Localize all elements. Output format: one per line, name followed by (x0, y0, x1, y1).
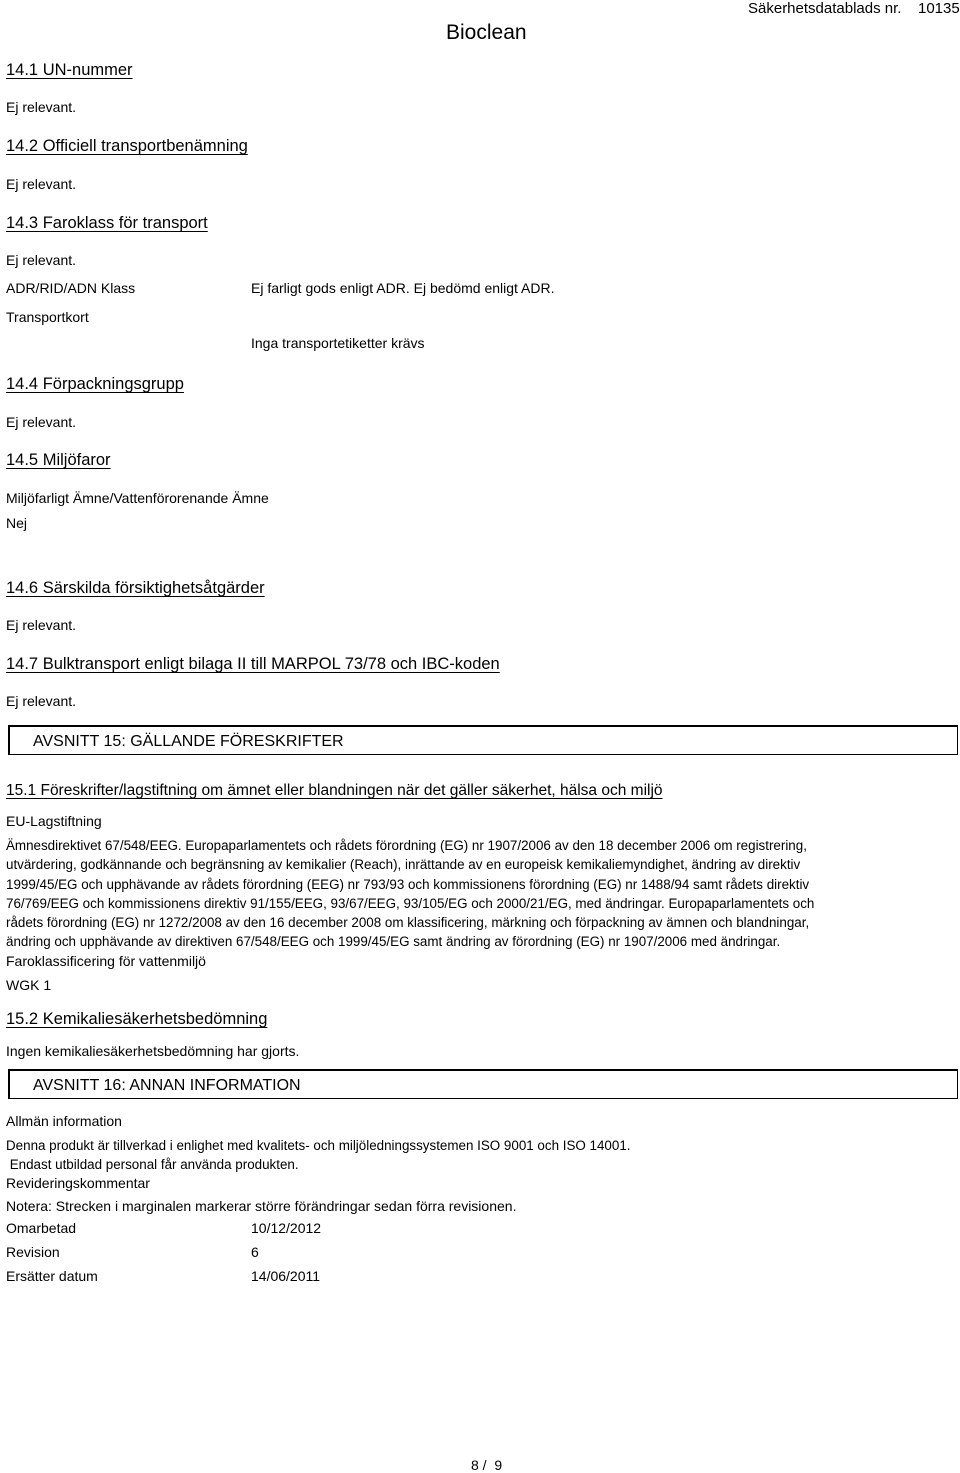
general-info-label: Allmän information (6, 1113, 122, 1129)
section-16-title: AVSNITT 16: ANNAN INFORMATION (33, 1077, 301, 1094)
general-info-line: Denna produkt är tillverkad i enlighet med kvalitets- och miljöledningssystemen ISO 9001 och ISO 14001. (6, 1138, 631, 1153)
heading-14-3: 14.3 Faroklass för transport (6, 214, 208, 232)
general-info-line: Endast utbildad personal får använda produkten. (6, 1157, 299, 1173)
section-15-header (8, 725, 958, 755)
eu-line: ändring och upphävande av direktiven 67/548/EEG och 1999/45/EG samt ändring av förordning (EG) nr 1907/2006 med ändringar. (6, 934, 781, 950)
heading-14-6: 14.6 Särskilda försiktighetsåtgärder (6, 579, 265, 597)
revision-label: Revision (6, 1244, 60, 1260)
heading-15-1: 15.1 Föreskrifter/lagstiftning om ämnet eller blandningen när det gäller säkerhet, hälsa och miljö (6, 782, 663, 799)
heading-14-4: 14.4 Förpackningsgrupp (6, 375, 184, 393)
text-14-7: Ej relevant. (6, 693, 77, 709)
eu-legislation-label: EU-Lagstiftning (6, 813, 102, 829)
section-16-header (8, 1069, 958, 1099)
eu-line: utvärdering, godkännande och begränsning av kemikalier (Reach), inrättande av en europeisk kemikaliemyndighet, ändring av direktiv (6, 857, 801, 873)
general-info-text (6, 1136, 951, 1175)
environmental-hazard-value: Nej (6, 515, 28, 531)
eu-line: Ämnesdirektivet 67/548/EEG. Europaparlamentets och rådets förordning (EG) nr 1907/2006 av den 18 december 2006 om registrering, (6, 838, 807, 853)
product-title: Bioclean (446, 21, 527, 44)
revised-label: Omarbetad (6, 1220, 77, 1236)
transport-card-label: Transportkort (6, 309, 89, 325)
heading-15-2: 15.2 Kemikaliesäkerhetsbedömning (6, 1010, 268, 1028)
text-15-2: Ingen kemikaliesäkerhetsbedömning har gjorts. (6, 1043, 300, 1059)
heading-14-5: 14.5 Miljöfaror (6, 451, 111, 469)
revision-comment-label: Revideringskommentar (6, 1175, 150, 1191)
replaces-date-value: 14/06/2011 (251, 1268, 321, 1284)
eu-line: 1999/45/EG och upphävande av rådets förordning (EEG) nr 793/93 och kommissionens förordning (EG) nr 1488/94 samt rådets direktiv (6, 876, 810, 892)
revision-comment-text: Notera: Strecken i marginalen markerar större förändringar sedan förra revisionen. (6, 1198, 517, 1214)
heading-14-7: 14.7 Bulktransport enligt bilaga II till MARPOL 73/78 och IBC-koden (6, 655, 500, 673)
adr-class-value: Ej farligt gods enligt ADR. Ej bedömd enligt ADR. (251, 280, 555, 296)
eu-line: 76/769/EEG och kommissionens direktiv 91/155/EEG, 93/67/EEG, 93/105/EG och 2000/21/EG, med ändringar. Europaparlamentets och (6, 895, 815, 911)
text-14-3: Ej relevant. (6, 252, 77, 268)
heading-14-2: 14.2 Officiell transportbenämning (6, 137, 248, 155)
environmental-hazard-label: Miljöfarligt Ämne/Vattenförorenande Ämne (6, 490, 269, 506)
section-15-title: AVSNITT 15: GÄLLANDE FÖRESKRIFTER (33, 733, 344, 750)
replaces-date-label: Ersätter datum (6, 1268, 98, 1284)
water-hazard-value: WGK 1 (6, 977, 52, 993)
text-14-6: Ej relevant. (6, 617, 77, 633)
revision-value: 6 (251, 1244, 259, 1260)
adr-class-label: ADR/RID/ADN Klass (6, 280, 136, 296)
page-number: 8 / 9 (471, 1457, 503, 1473)
text-14-2: Ej relevant. (6, 176, 77, 192)
text-14-1: Ej relevant. (6, 99, 77, 115)
revised-value: 10/12/2012 (251, 1220, 322, 1236)
heading-14-1: 14.1 UN-nummer (6, 61, 133, 79)
text-14-4: Ej relevant. (6, 414, 77, 430)
eu-legislation-text (6, 836, 951, 952)
eu-line: rådets förordning (EG) nr 1272/2008 av den 16 december 2008 om klassificering, märkning och förpackning av ämnen och blandningar, (6, 915, 810, 931)
sds-number: 10135 (918, 0, 960, 17)
sds-label: Säkerhetsdatablads nr. (748, 0, 902, 17)
transport-card-value: Inga transportetiketter krävs (251, 335, 425, 351)
water-hazard-label: Faroklassificering för vattenmiljö (6, 953, 206, 969)
